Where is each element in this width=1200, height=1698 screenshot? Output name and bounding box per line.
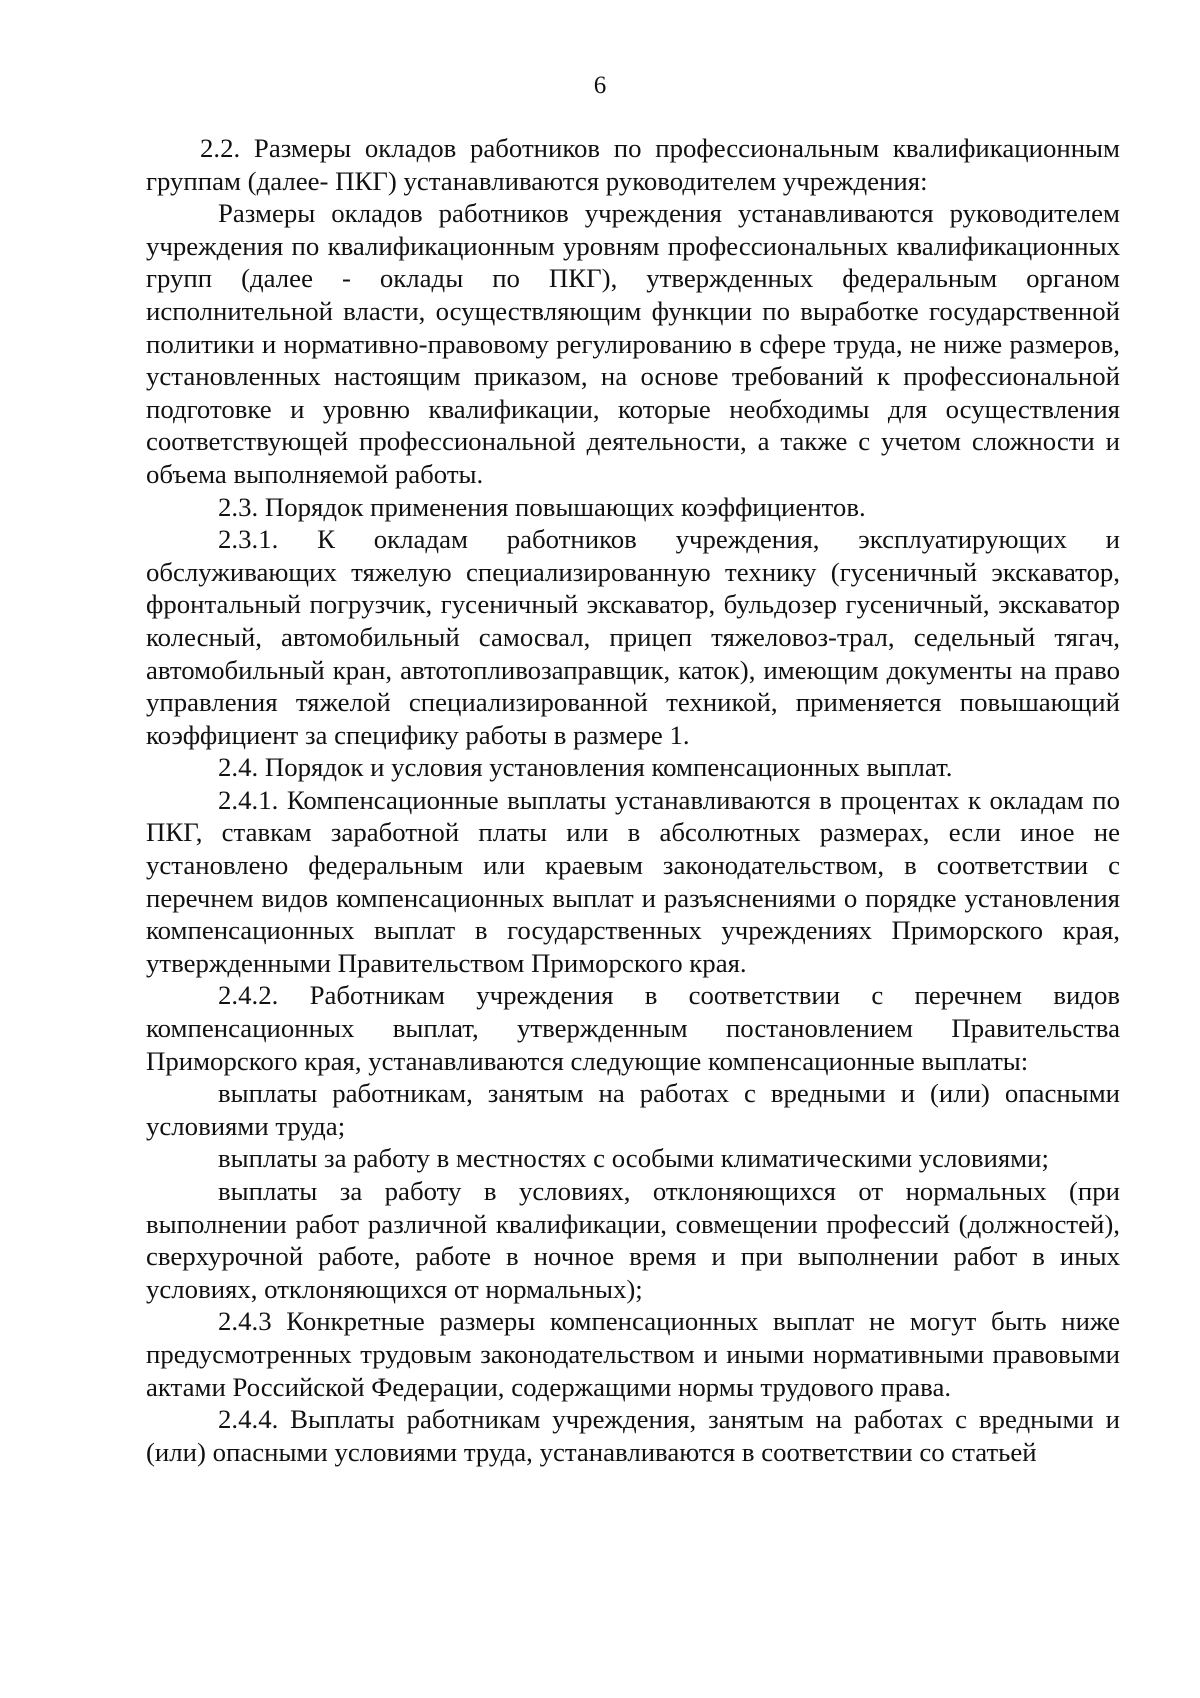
document-body (146, 132, 1120, 1468)
paragraph-2-3: 2.3. Порядок применения повышающих коэффициентов. (218, 491, 866, 522)
paragraph-salary-sizes: Размеры окладов работников учреждения устанавливаются руководителем учреждения по квалификационным уровням профессиональных квалификационных групп (далее - оклады по ПКГ), утвержденных федеральным органом исполнительной власти, осуществляющим функции по выработке государственной политики и нормативно-правовому регулированию в сфере труда, не ниже размеров, установленных настоящим приказом, на основе требований к профессиональной подготовке и уровню квалификации, которые необходимы для осуществления соответствующей профессиональной деятельности, а также с учетом сложности и объема выполняемой работы. (146, 198, 1120, 489)
page-number: 6 (593, 72, 607, 99)
paragraph-2-4: 2.4. Порядок и условия установления компенсационных выплат. (218, 752, 953, 783)
paragraph-2-3-1: 2.3.1. К окладам работников учреждения, эксплуатирующих и обслуживающих тяжелую специализированную технику (гусеничный экскаватор, фронтальный погрузчик, гусеничный экскаватор, бульдозер гусеничный, экскаватор колесный, автомобильный самосвал, прицеп тяжеловоз-трал, седельный тягач, автомобильный кран, автотопливозаправщик, каток), имеющим документы на право управления тяжелой специализированной техникой, применяется повышающий коэффициент за специфику работы в размере 1. (146, 524, 1120, 750)
paragraph-2-4-3: 2.4.3 Конкретные размеры компенсационных выплат не могут быть ниже предусмотренных трудовым законодательством и иными нормативными правовыми актами Российской Федерации, содержащими нормы трудового права. (146, 1306, 1120, 1402)
paragraph-2-4-4: 2.4.4. Выплаты работникам учреждения, занятым на работах с вредными и (или) опасными условиями труда, устанавливаются в соответствии со статьей (146, 1404, 1120, 1467)
paragraph-abnormal-conditions-payments: выплаты за работу в условиях, отклоняющихся от нормальных (при выполнении работ различной квалификации, совмещении профессий (должностей), сверхурочной работе, работе в ночное время и при выполнении работ в иных условиях, отклоняющихся от нормальных); (146, 1176, 1120, 1304)
paragraph-hazardous-payments: выплаты работникам, занятым на работах с вредными и (или) опасными условиями труда; (146, 1078, 1120, 1141)
paragraph-2-4-2: 2.4.2. Работникам учреждения в соответствии с перечнем видов компенсационных выплат, утвержденным постановлением Правительства Приморского края, устанавливаются следующие компенсационные выплаты: (146, 980, 1120, 1076)
paragraph-climate-payments: выплаты за работу в местностях с особыми климатическими условиями; (218, 1143, 1049, 1174)
paragraph-2-4-1: 2.4.1. Компенсационные выплаты устанавливаются в процентах к окладам по ПКГ, ставкам заработной платы или в абсолютных размерах, если иное не установлено федеральным или краевым законодательством, в соответствии с перечнем видов компенсационных выплат и разъяснениями о порядке установления компенсационных выплат в государственных учреждениях Приморского края, утвержденными Правительством Приморского края. (146, 784, 1120, 978)
paragraph-2-2: 2.2. Размеры окладов работников по профессиональным квалификационным группам (далее- ПКГ) устанавливаются руководителем учреждения: (146, 133, 1120, 196)
